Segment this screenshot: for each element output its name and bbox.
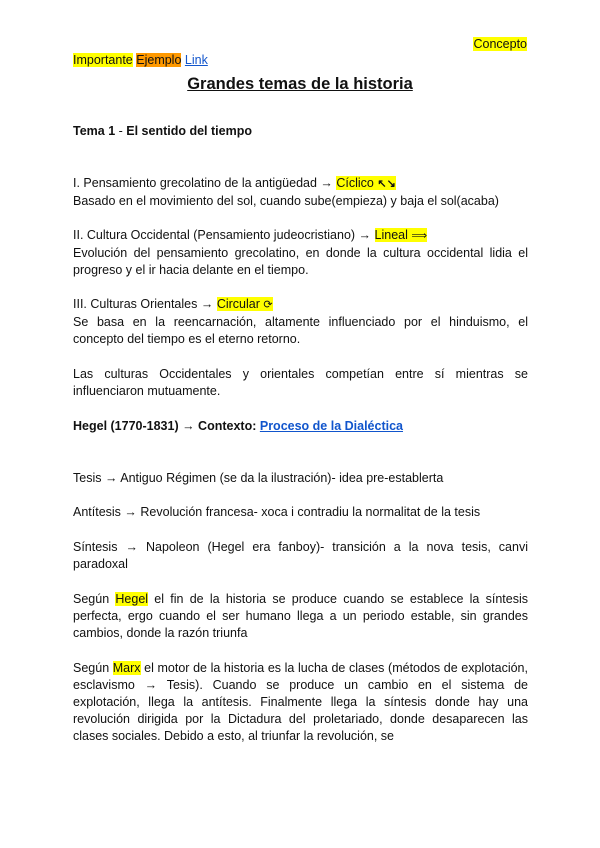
section-circular-heading [73,296,528,314]
page-title: Grandes temas de la historia [187,75,413,93]
legend-row [73,53,208,67]
link-tag[interactable]: Link [184,53,208,67]
sintesis-line: Síntesis → Napoleon (Hegel era fanboy)- transición a la nova tesis, canvi paradoxal [73,540,528,571]
term-marx: Marx [112,661,141,675]
double-arrow-right-icon: ⟹ [411,230,428,242]
hegel-lead: Hegel (1770-1831) → Contexto: [73,419,260,433]
cycle-arrow-icon: ⟳ [263,299,273,311]
term-circular [217,297,273,311]
legend-concept [473,37,527,51]
antitesis-line: Antítesis → Revolución francesa- xoca i contradiu la normalitat de la tesis [73,505,481,519]
term-hegel: Hegel [115,592,149,606]
section-circular [73,296,528,348]
tema-heading [73,123,528,140]
diagonal-arrows-icon: ↖↘ [377,178,396,190]
dialectica-link[interactable]: Proceso de la Dialéctica [259,419,403,433]
important-tag: Importante [73,53,133,67]
tesis-line: Tesis → Antiguo Régimen (se da la ilustración)- idea pre-establerta [73,471,444,485]
section-ciclico [73,175,528,210]
compete-paragraph: Las culturas Occidentales y orientales competían entre sí mientras se influenciaron mutuamente. [73,367,528,398]
example-tag: Ejemplo [136,53,182,67]
term-ciclico [336,176,395,190]
tema-name: El sentido del tiempo [126,124,252,138]
section-ciclico-heading [73,175,528,193]
section-lead: II. Cultura Occidental (Pensamiento judeocristiano) → [73,228,375,242]
term-lineal [375,228,428,242]
hegel-heading [73,418,528,435]
tema-sep: - [115,124,127,138]
section-circular-body: Se basa en la reencarnación, altamente influenciado por el hinduismo, el concepto del tiempo es el eterno retorno. [73,315,528,346]
term-label: Lineal [374,228,408,242]
segun-hegel-paragraph: Según Hegel el fin de la historia se produce cuando se establece la síntesis perfecta, ergo cuando el ser humano llega a un periodo estable, sin grandes cambios, donde la razón triunfa [73,592,528,640]
section-ciclico-body: Basado en el movimiento del sol, cuando sube(empieza) y baja el sol(acaba) [73,194,499,208]
term-label: Circular [216,297,260,311]
term-label: Cíclico [336,176,374,190]
section-lineal [73,227,528,279]
section-lineal-heading [73,227,528,245]
section-lineal-body: Evolución del pensamiento grecolatino, en donde la cultura occidental lidia el progreso y el ir hacia delante en el tiempo. [73,246,528,277]
section-lead: I. Pensamiento grecolatino de la antigüedad → [73,176,337,190]
segun-marx-paragraph: Según Marx el motor de la historia es la lucha de clases (métodos de explotación, esclavismo → Tesis). Cuando se produce un cambio en el sistema de explotación, llega la antítesis. Finalmente llega la síntesis donde hay una revolución dirigida por la Dictadura del proletariado, donde desaparecen las clases sociales. Debido a esto, al triunfar la revolución, se [73,661,528,743]
tema-number: Tema 1 [73,124,116,138]
section-lead: III. Culturas Orientales → [73,297,217,311]
concept-tag: Concepto [473,37,527,51]
